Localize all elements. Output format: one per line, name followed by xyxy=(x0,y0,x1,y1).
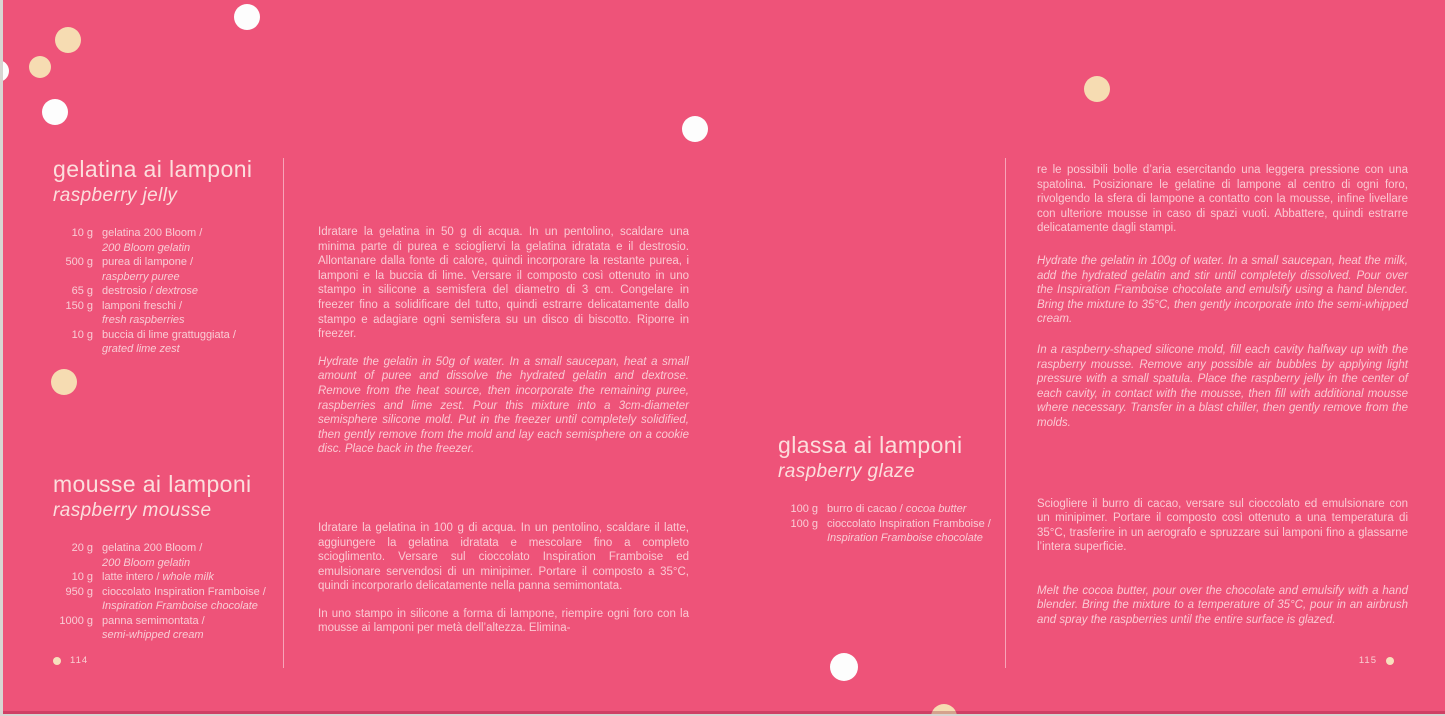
ingredient-name: latte intero / whole milk xyxy=(102,571,214,583)
decor-dot xyxy=(3,60,9,82)
ingredient-name: panna semimontata / semi-whipped cream xyxy=(102,614,205,641)
cookbook-spread xyxy=(3,0,1445,714)
ingredient-row xyxy=(53,614,289,643)
decor-dot xyxy=(55,27,81,53)
decor-dot xyxy=(51,369,77,395)
ingredient-qty: 500 g xyxy=(65,256,93,268)
ingredient-qty: 100 g xyxy=(790,517,818,530)
recipe-title-italian: gelatina ai lamponi xyxy=(53,156,253,182)
ingredient-row xyxy=(53,284,289,299)
ingredient-qty: 65 g xyxy=(71,285,93,297)
ingredient-name: buccia di lime grattuggiata / grated lime zest xyxy=(102,328,236,355)
ingredient-row xyxy=(778,517,1014,546)
ingredient-qty: 10 g xyxy=(71,227,93,239)
recipe-raspberry-mousse xyxy=(53,470,289,643)
ingredient-qty: 100 g xyxy=(790,503,818,515)
ingredient-name: gelatina 200 Bloom / 200 Bloom gelatin xyxy=(102,227,203,254)
method-column-left xyxy=(318,225,689,636)
decor-dot xyxy=(830,653,858,681)
method-column-right xyxy=(1037,163,1408,628)
method-paragraph-italian: Idratare la gelatina in 100 g di acqua. In un pentolino, scaldare il latte, aggiungere la gelatina idratata e mescolare fino a completo scioglimento. Versare sul cioccolato Inspiration Framboise ed emulsionare servendosi di un minipimer. Portare il composto a 35°C, quindi incorporarlo delicatamente nella panna semimontata. xyxy=(318,521,689,593)
column-divider-right xyxy=(1005,158,1006,668)
ingredient-qty: 20 g xyxy=(71,542,93,554)
method-paragraph-italian: In uno stampo in silicone a forma di lampone, riempire ogni foro con la mousse ai lamponi per metà dell’altezza. Elimina- xyxy=(318,607,689,635)
recipe-raspberry-glaze xyxy=(778,431,1014,546)
decor-dot xyxy=(1084,76,1110,102)
ingredient-qty: 1000 g xyxy=(59,614,93,627)
decor-dot xyxy=(682,116,708,142)
page-number-right xyxy=(1359,655,1394,666)
ingredient-qty: 10 g xyxy=(71,571,93,583)
page-dot-icon xyxy=(53,657,61,665)
recipe-raspberry-jelly xyxy=(53,155,289,357)
ingredient-name: gelatina 200 Bloom / 200 Bloom gelatin xyxy=(102,542,203,569)
ingredient-row xyxy=(53,299,289,328)
ingredient-row xyxy=(53,585,289,614)
ingredient-row xyxy=(778,502,1014,517)
ingredient-row xyxy=(53,570,289,585)
ingredient-list xyxy=(53,226,289,357)
method-paragraph-english: Hydrate the gelatin in 50g of water. In a small saucepan, heat a small amount of puree and dissolve the hydrated gelatin and dextrose. Remove from the heat source, then incorporate the remaining puree, raspberries and lime zest. Pour this mixture into a 3cm-diameter semisphere silicone mold. Put in the freezer until completely solidified, then gently remove from the mold and lay each semisphere on a cookie disc. Place back in the freezer. xyxy=(318,355,689,456)
recipe-title-italian: mousse ai lamponi xyxy=(53,471,252,497)
decor-dot xyxy=(931,704,957,714)
method-paragraph-italian: re le possibili bolle d’aria esercitando una leggera pressione con una spatolina. Posizionare le gelatine di lampone al centro di ogni foro, rivolgendo la sfera di lampone a contatto con la mousse, infine livellare con ulteriore mousse in caso di spazi vuoti. Abbattere, quindi estrarre delicatamente dagli stampi. xyxy=(1037,164,1408,235)
ingredient-row xyxy=(53,328,289,357)
decor-dot xyxy=(42,99,68,125)
recipe-title-english: raspberry jelly xyxy=(53,185,178,206)
method-paragraph-english: In a raspberry-shaped silicone mold, fill each cavity halfway up with the raspberry mousse. Remove any possible air bubbles by applying light pressure with a small spatula. Place the raspberry jelly in the center of each cavity, in contact with the mousse, then fill with additional mousse where necessary. Transfer in a blast chiller, then gently remove from the molds. xyxy=(1037,343,1408,429)
ingredient-row xyxy=(53,541,289,570)
method-paragraph-italian: Sciogliere il burro di cacao, versare sul cioccolato ed emulsionare con un minipimer. Portare il composto così ottenuto a una temperatura di 35°C, trasferire in un aerografo e spruzzare sui lamponi fino a glassarne l’intera superficie. xyxy=(1037,497,1408,554)
decor-dot xyxy=(29,56,51,78)
recipe-title-italian: glassa ai lamponi xyxy=(778,432,963,458)
ingredient-row xyxy=(53,255,289,284)
decor-dot xyxy=(234,4,260,30)
ingredient-list xyxy=(778,502,1014,546)
page-number-left xyxy=(53,655,88,666)
ingredient-list xyxy=(53,541,289,643)
recipe-title-english: raspberry glaze xyxy=(778,461,915,482)
page-number-text: 114 xyxy=(70,655,89,666)
page-number-text: 115 xyxy=(1358,655,1377,666)
ingredient-qty: 10 g xyxy=(71,328,93,341)
method-paragraph-english: Melt the cocoa butter, pour over the chocolate and emulsify with a hand blender. Bring the mixture to a temperature of 35°C, pour in an airbrush and spray the raspberries until the entire surface is glazed. xyxy=(1037,584,1408,627)
method-paragraph-english: Hydrate the gelatin in 100g of water. In a small saucepan, heat the milk, add the hydrated gelatin and stir until completely dissolved. Pour over the Inspiration Framboise chocolate and emulsify using a hand blender. Bring the mixture to 35°C, then gently incorporate into the semi-whipped cream. xyxy=(1037,254,1408,326)
ingredient-name: cioccolato Inspiration Framboise / Inspiration Framboise chocolate xyxy=(102,585,266,612)
ingredient-qty: 150 g xyxy=(65,299,93,312)
method-paragraph-italian: Idratare la gelatina in 50 g di acqua. In un pentolino, scaldare una minima parte di purea e sciogliervi la gelatina idratata e il destrosio. Allontanare dalla fonte di calore, quindi incorporare la restante purea, i lamponi e la buccia di lime. Versare il composto così ottenuto in uno stampo in silicone a semisfera del diametro di 3 cm. Congelare in freezer fino a solidificare del tutto, quindi estrarre delicatamente dallo stampo e adagiare ogni semisfera su un disco di biscotto. Riporre in freezer. xyxy=(318,226,689,341)
recipe-title-english: raspberry mousse xyxy=(53,500,212,521)
page-dot-icon xyxy=(1386,657,1394,665)
ingredient-row xyxy=(53,226,289,255)
ingredient-name: purea di lampone / raspberry puree xyxy=(102,256,194,283)
ingredient-qty: 950 g xyxy=(65,585,93,598)
ingredient-name: cioccolato Inspiration Framboise / Inspiration Framboise chocolate xyxy=(827,517,991,544)
ingredient-name: destrosio / dextrose xyxy=(102,285,198,297)
ingredient-name: lamponi freschi / fresh raspberries xyxy=(102,299,185,326)
ingredient-name: burro di cacao / cocoa butter xyxy=(827,503,967,515)
